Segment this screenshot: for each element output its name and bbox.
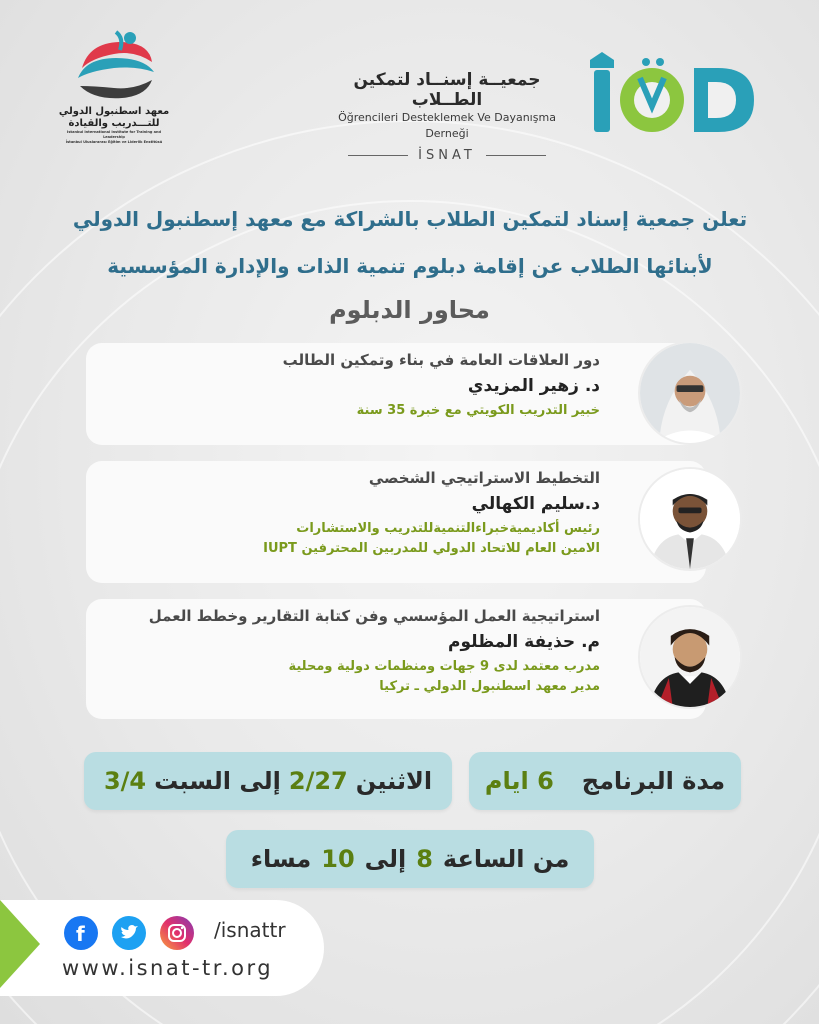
isnat-brand — [316, 70, 578, 163]
diploma-axes-title: محاور الدبلوم — [329, 296, 490, 324]
social-handle[interactable]: /isnattr — [214, 918, 286, 942]
speaker-name: م. حذيفة المظلوم — [448, 632, 600, 652]
isnat-short: İSNAT — [316, 148, 578, 163]
start-date: 2/27 — [288, 767, 348, 795]
dates-pill — [84, 752, 452, 810]
time-end: 10 — [321, 845, 355, 873]
duration-label: مدة البرنامج — [581, 767, 726, 795]
isnat-name-tr: Öğrencileri Desteklemek Ve Dayanışma Derneği — [338, 111, 556, 140]
speaker-name: د.سليم الكهالي — [471, 494, 600, 514]
duration-pill — [469, 752, 741, 810]
time-pill — [226, 830, 594, 888]
svg-text:IOD: IOD — [700, 106, 702, 107]
speaker-photo — [638, 605, 742, 709]
facebook-icon[interactable] — [64, 916, 98, 950]
speaker-topic: دور العلاقات العامة في بناء وتمكين الطالب — [282, 351, 600, 369]
instagram-icon[interactable] — [160, 916, 194, 950]
duration-value: 6 ايام — [484, 767, 554, 795]
announcement-line-2: لأبنائها الطلاب عن إقامة دبلوم تنمية الذات والإدارة المؤسسية — [107, 254, 713, 278]
institute-name-ar-2: للتـــدريب والقيادة — [68, 118, 160, 129]
iod-logo-icon — [590, 48, 756, 140]
institute-name-ar-1: معهد اسطنبول الدولي — [58, 106, 170, 117]
institute-name-en: Istanbul International Institute for Training and Leadership — [67, 130, 161, 139]
speaker-topic: التخطيط الاستراتيجي الشخصي — [368, 469, 600, 487]
isnat-name-ar: جمعيــة إسنــاد لتمكين الطــلاب — [353, 70, 541, 110]
twitter-icon[interactable] — [112, 916, 146, 950]
start-day: الاثنين — [355, 767, 433, 795]
time-from: من الساعة — [442, 845, 570, 873]
speaker-role: خبير التدريب الكويتي مع خبرة 35 سنة — [356, 403, 600, 418]
end-day: إلى السبت — [154, 767, 281, 795]
time-start: 8 — [416, 845, 433, 873]
speaker-topic: استراتيجية العمل المؤسسي وفن كتابة التقارير وخطط العمل — [148, 607, 600, 625]
speaker-card — [86, 343, 706, 445]
speaker-card — [86, 461, 706, 583]
institute-emblem-icon — [64, 28, 164, 106]
time-suffix: مساء — [250, 845, 312, 873]
announcement-line-1: تعلن جمعية إسناد لتمكين الطلاب بالشراكة مع معهد إسطنبول الدولي — [72, 207, 748, 231]
speaker-role: رئيس أكاديميةخبراءالتنميةللتدريب والاستشارات — [296, 521, 600, 536]
institute-name-tr: İstanbul Uluslararası Eğitim ve Liderlik Enstitüsü — [65, 140, 163, 144]
end-date: 3/4 — [103, 767, 147, 795]
speaker-role: مدير معهد اسطنبول الدولي ـ تركيا — [379, 679, 600, 694]
website-link[interactable]: www.isnat-tr.org — [62, 956, 274, 980]
speaker-name: د. زهير المزيدي — [467, 376, 600, 396]
speaker-role: مدرب معتمد لدى 9 جهات ومنظمات دولية ومحلية — [288, 659, 600, 674]
time-to: إلى — [364, 845, 407, 873]
institute-logo — [58, 28, 170, 160]
speaker-card — [86, 599, 706, 719]
speaker-photo — [638, 467, 742, 571]
speaker-photo — [638, 341, 742, 445]
svg-text:f: f — [76, 922, 85, 946]
footer-accent-triangle — [0, 900, 40, 988]
speaker-role: الامين العام للاتحاد الدولي للمدربين المحترفين IUPT — [263, 541, 600, 556]
